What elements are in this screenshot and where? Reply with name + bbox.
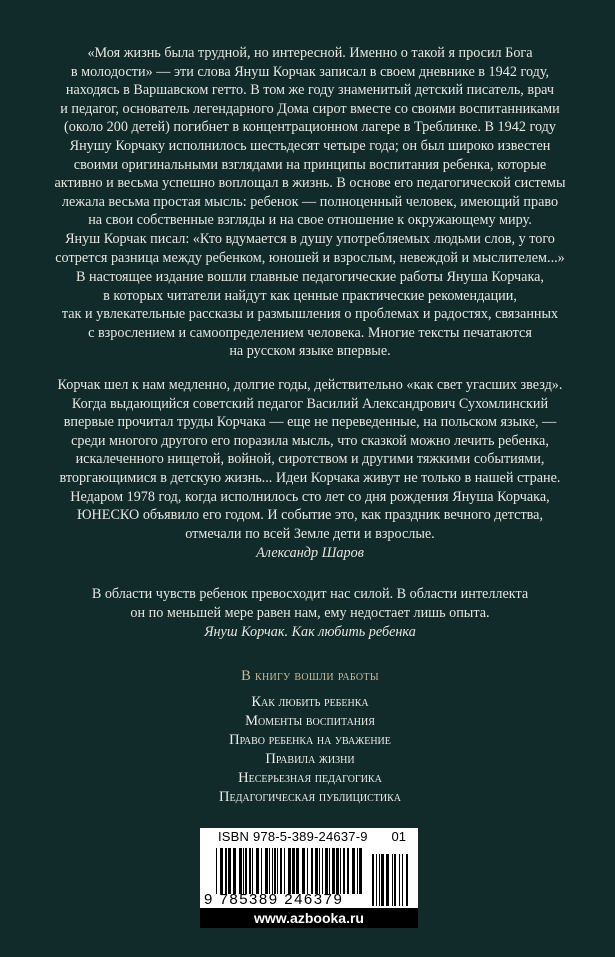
intro-line: «Моя жизнь была трудной, но интересной. Именно о такой я просил Бога bbox=[87, 45, 533, 61]
sharov-line: Корчак шел к нам медленно, долгие годы, действительно «как свет угасших звезд». bbox=[57, 377, 563, 393]
intro-line: на свои собственные взгляды и на свое отношение к окружающему миру. bbox=[88, 212, 532, 229]
korczak-quote bbox=[50, 585, 570, 642]
barcode-addon-bars bbox=[372, 854, 408, 906]
quote-line: он по меньшей мере равен нам, ему недостает лишь опыта. bbox=[130, 604, 490, 621]
work-item: Педагогическая публицистика bbox=[219, 789, 401, 805]
isbn-number: ISBN 978-5-389-24637-9 bbox=[218, 829, 368, 844]
intro-line: в молодости» — эти слова Януш Корчак записал в своем дневнике в 1942 году, bbox=[70, 63, 550, 80]
sharov-line: ЮНЕСКО объявило его годом. И событие это, как праздник вечного детства, bbox=[76, 507, 544, 524]
work-item: Моменты воспитания bbox=[245, 713, 375, 729]
ean-digits: 9 785389 246379 bbox=[204, 891, 344, 908]
sharov-line: вторгающимися в детскую жизнь... Идеи Корчака живут не только в нашей стране. bbox=[59, 469, 561, 486]
quote-source: Януш Корчак. Как любить ребенка bbox=[204, 624, 416, 641]
intro-line: (около 200 детей) погибнет в концентрационном лагере в Треблинке. В 1942 году bbox=[64, 119, 556, 136]
edition-line: так и увлекательные рассказы и размышления о проблемах и радостях, связанных bbox=[61, 306, 559, 323]
intro-line: активно и весьма успешно воплощал в жизнь. В основе его педагогической системы bbox=[54, 175, 566, 192]
barcode-bars bbox=[216, 848, 364, 894]
publisher-website: www.azbooka.ru bbox=[200, 908, 418, 928]
sharov-line: впервые прочитал труды Корчака — еще не переведенные, на польском языке, — bbox=[63, 414, 557, 431]
sharov-line: среди многого другого его поразила мысль, что сказкой можно лечить ребенка, bbox=[71, 432, 549, 449]
work-item: Как любить ребенка bbox=[251, 694, 369, 710]
intro-line: Януш Корчак писал: «Кто вдумается в душу употребляемых людьми слов, у того bbox=[65, 230, 555, 247]
sharov-line: Когда выдающийся советский педагог Василий Александрович Сухомлинский bbox=[71, 395, 549, 412]
intro-line: сотрется разница между ребенком, юношей и взрослым, невеждой и мыслителем...» bbox=[55, 249, 565, 266]
intro-line: своими оригинальными взглядами на принципы воспитания ребенка, которые bbox=[73, 156, 547, 173]
works-heading: В книгу вошли работы bbox=[241, 668, 379, 684]
sharov-author: Александр Шаров bbox=[256, 545, 364, 562]
sharov-line: Недаром 1978 год, когда исполнилось сто лет со дня рождения Януша Корчака, bbox=[70, 488, 550, 505]
intro-line: лежала весьма простая мысль: ребенок — полноценный человек, имеющий право bbox=[61, 193, 559, 210]
barcode-addon-number: 01 bbox=[391, 829, 406, 844]
quote-line: В области чувств ребенок превосходит нас силой. В области интеллекта bbox=[91, 586, 529, 602]
edition-line: В настоящее издание вошли главные педагогические работы Януша Корчака, bbox=[76, 269, 544, 285]
sharov-line: отмечали по всей Земле дети и взрослые. bbox=[185, 525, 435, 542]
edition-line: в которых читатели найдут как ценные практические рекомендации, bbox=[103, 287, 517, 304]
intro-line: находясь в Варшавском гетто. В том же году знаменитый детский писатель, врач bbox=[65, 82, 555, 99]
work-item: Правила жизни bbox=[265, 751, 355, 767]
isbn-barcode bbox=[200, 828, 418, 908]
edition-paragraph bbox=[50, 268, 570, 361]
works-list bbox=[50, 666, 570, 807]
sharov-paragraph bbox=[50, 376, 570, 563]
edition-line: на русском языке впервые. bbox=[229, 343, 391, 360]
intro-line: и педагог, основатель легендарного Дома сирот вместе со своими воспитанниками bbox=[60, 100, 560, 117]
edition-line: с взрослением и самоопределением человека. Многие тексты печатаются bbox=[88, 324, 532, 341]
work-item: Право ребенка на уважение bbox=[229, 732, 391, 748]
intro-line: Янушу Корчаку исполнилось шестьдесят четыре года; он был широко известен bbox=[69, 137, 551, 154]
sharov-line: искалеченного нищетой, войной, сиротством и другими тяжкими событиями, bbox=[75, 451, 545, 468]
work-item: Несерьезная педагогика bbox=[238, 770, 382, 786]
intro-paragraph bbox=[50, 44, 570, 267]
